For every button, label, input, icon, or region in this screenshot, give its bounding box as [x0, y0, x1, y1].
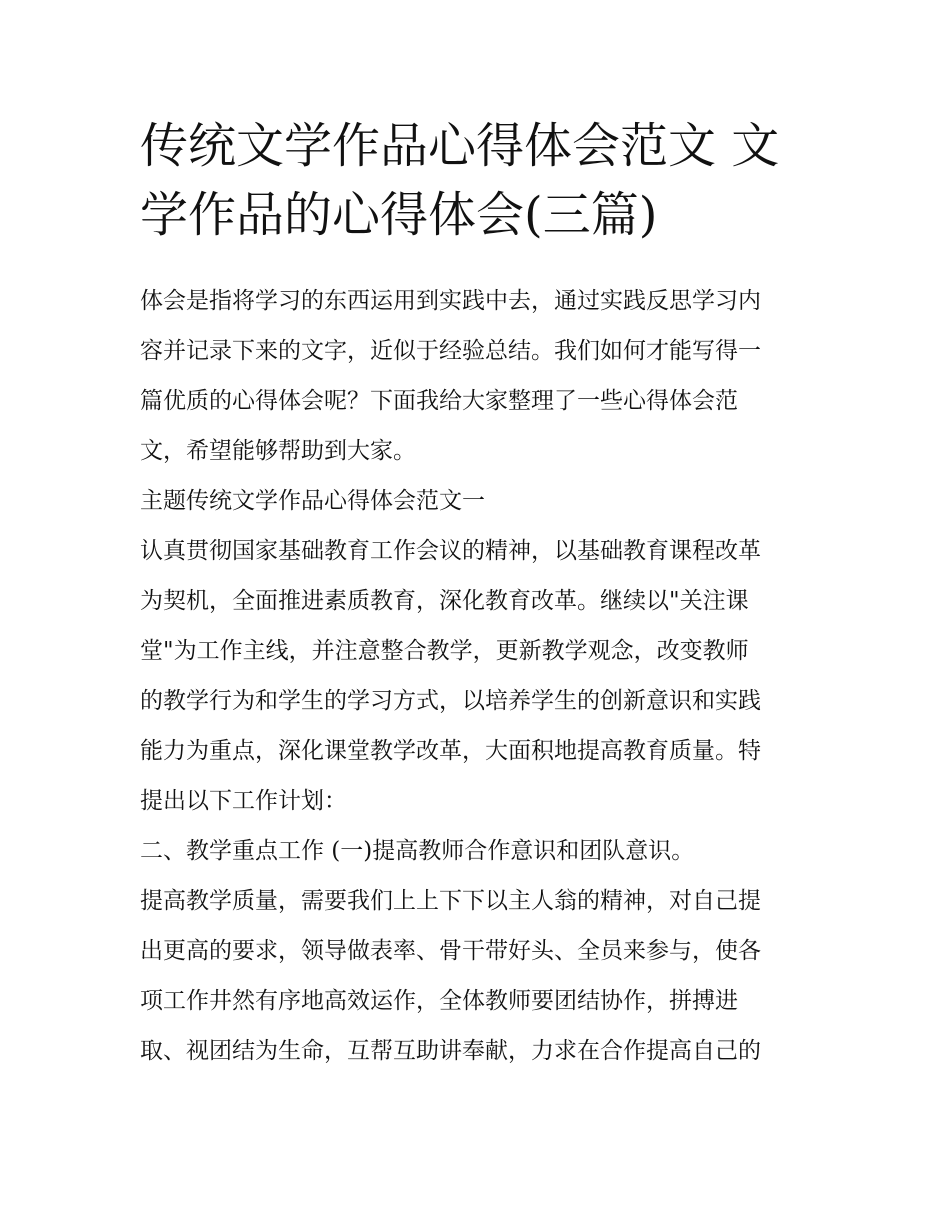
section-heading: 主题传统文学作品心得体会范文一 [140, 488, 485, 514]
paragraph-2-line-4: 取、视团结为生命，互帮互助讲奉献，力求在合作提高自己的 [140, 1038, 761, 1064]
paragraph-1-line-1: 认真贯彻国家基础教育工作会议的精神，以基础教育课程改革 [140, 538, 761, 564]
title-line-1: 传统文学作品心得体会范文 文 [140, 118, 780, 174]
paragraph-1-line-2: 为契机，全面推进素质教育，深化教育改革。继续以"关注课 [140, 588, 749, 614]
paragraph-2-line-2: 出更高的要求，领导做表率、骨干带好头、全员来参与，使各 [140, 938, 761, 964]
intro-line-2: 容并记录下来的文字，近似于经验总结。我们如何才能写得一 [140, 338, 761, 364]
paragraph-2-line-3: 项工作井然有序地高效运作，全体教师要团结协作，拼搏进 [140, 988, 738, 1014]
subheading-line: 二、教学重点工作 (一)提高教师合作意识和团队意识。 [140, 838, 695, 864]
paragraph-1-line-4: 的教学行为和学生的学习方式，以培养学生的创新意识和实践 [140, 688, 761, 714]
paragraph-2-line-1: 提高教学质量，需要我们上上下下以主人翁的精神，对自己提 [140, 888, 761, 914]
title-line-2: 学作品的心得体会(三篇) [140, 187, 658, 243]
paragraph-1-line-6: 提出以下工作计划： [140, 788, 347, 814]
paragraph-1-line-3: 堂"为工作主线，并注意整合教学，更新教学观念，改变教师 [140, 638, 749, 664]
document-title [140, 112, 820, 250]
intro-line-3: 篇优质的心得体会呢？下面我给大家整理了一些心得体会范 [140, 388, 738, 414]
paragraph-1-line-5: 能力为重点，深化课堂教学改革，大面积地提高教育质量。特 [140, 738, 761, 764]
intro-line-1: 体会是指将学习的东西运用到实践中去，通过实践反思学习内 [140, 288, 761, 314]
intro-line-4: 文，希望能够帮助到大家。 [140, 438, 416, 464]
